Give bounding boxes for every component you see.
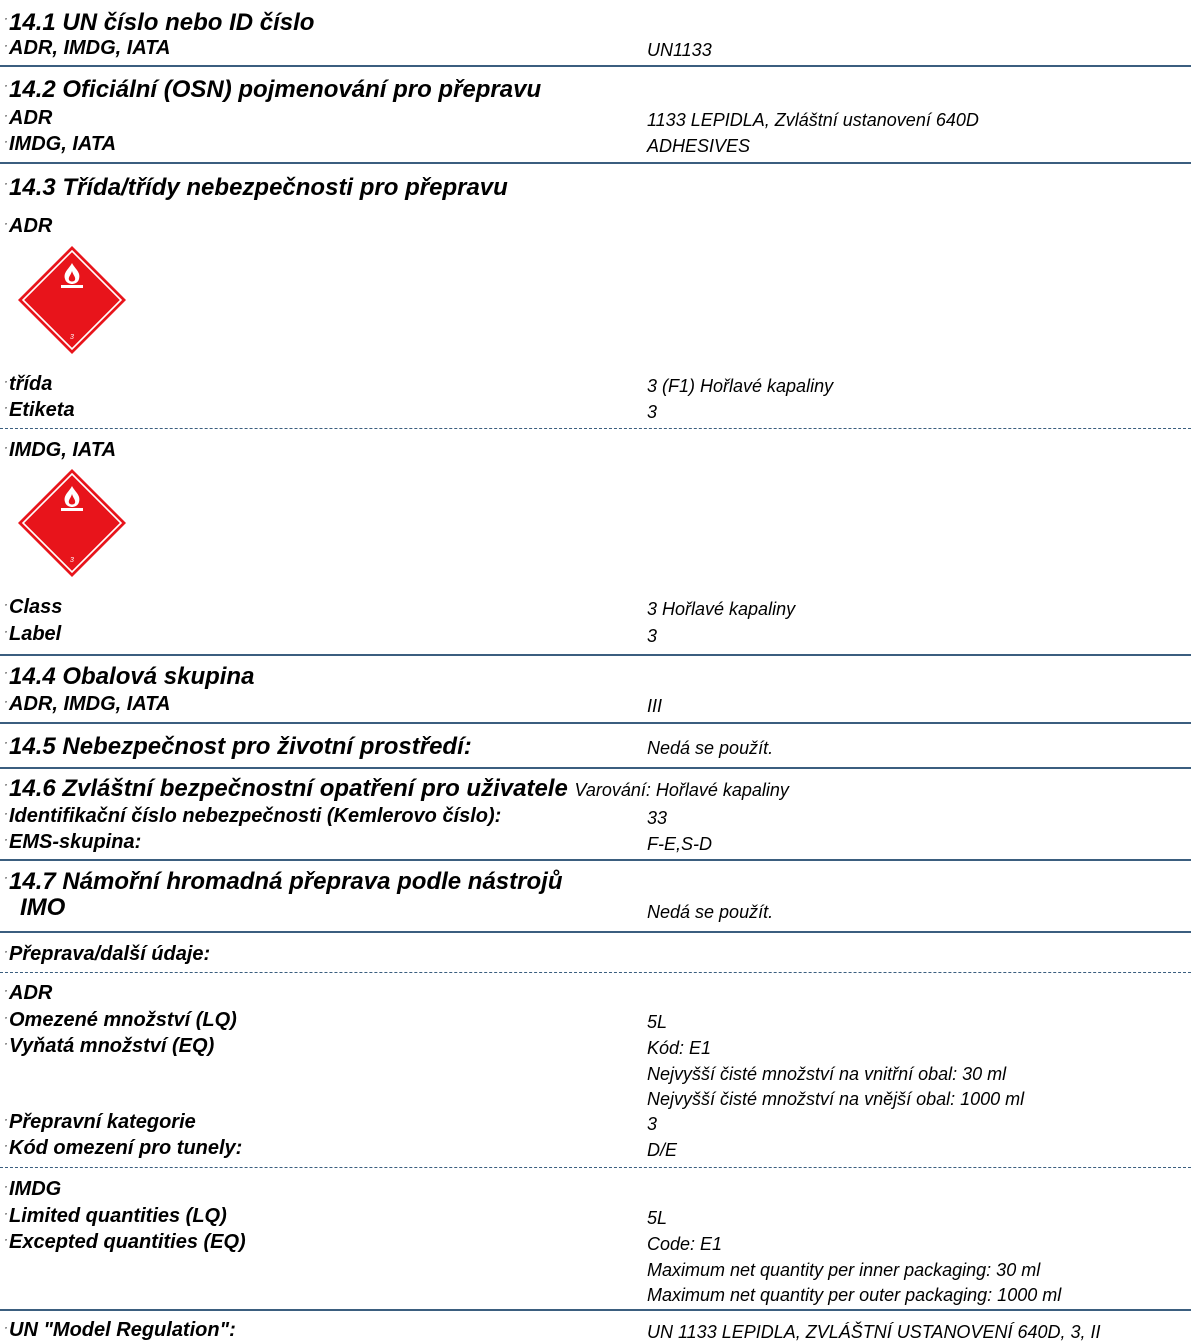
divider [0,859,1191,861]
dashed-divider [0,1167,1191,1168]
adr-etiketa-label: ·Etiketa [4,399,75,421]
placard-number: 3 [70,557,74,564]
adr-lq-value: 5L [647,1012,668,1032]
section-14-5-title: ·14.5 Nebezpečnost pro životní prostředí: [4,733,472,760]
imdg-label-value: 3 [647,626,658,646]
imdg-label-label: ·Label [4,623,62,645]
adr-eq-code: Kód: E1 [647,1038,712,1058]
section-14-7-title-continued: IMO [20,894,66,921]
transport-imdg-heading: ·IMDG [4,1178,62,1200]
divider [0,1309,1191,1311]
un-number-label: ·ADR, IMDG, IATA [4,37,171,59]
adr-eq-inner: Nejvyšší čisté množství na vnitřní obal: 30 ml [647,1064,1007,1084]
section-14-6-title: ·14.6 Zvláštní bezpečnostní opatření pro uživatele Varování: Hořlavé kapaliny [4,775,789,802]
ems-value: F-E,S-D [647,834,712,854]
un-model-regulation-label: ·UN "Model Regulation": [4,1319,236,1341]
hazard-class-imdg-heading: ·IMDG, IATA [4,439,117,461]
un-number-value: UN1133 [647,40,712,60]
section-14-1-title: ·14.1 UN číslo nebo ID číslo [4,9,315,36]
divider [0,931,1191,933]
shipping-name-adr-label: ·ADR [4,107,53,129]
adr-eq-label: ·Vyňatá množství (EQ) [4,1035,215,1057]
transport-info-title: ·Přeprava/další údaje: [4,943,211,965]
divider [0,722,1191,724]
packing-group-value: III [647,696,663,716]
adr-eq-outer: Nejvyšší čisté množství na vnější obal: 1000 ml [647,1089,1025,1109]
shipping-name-imdg-value: ADHESIVES [647,136,751,156]
adr-category-label: ·Přepravní kategorie [4,1111,196,1133]
imdg-eq-label: ·Excepted quantities (EQ) [4,1231,246,1253]
bulk-transport-value: Nedá se použít. [647,902,774,922]
dashed-divider [0,428,1191,429]
adr-etiketa-value: 3 [647,402,658,422]
packing-group-label: ·ADR, IMDG, IATA [4,693,171,715]
flammable-liquid-placard-adr [17,245,127,355]
imdg-class-value: 3 Hořlavé kapaliny [647,599,796,619]
divider [0,65,1191,67]
imdg-eq-inner: Maximum net quantity per inner packaging: 30 ml [647,1260,1041,1280]
section-14-7-title: ·14.7 Námořní hromadná přeprava podle nástrojů [4,868,563,895]
special-precautions-value: Varování: Hořlavé kapaliny [574,780,789,800]
dashed-divider [0,972,1191,973]
kemler-label: ·Identifikační číslo nebezpečnosti (Kemlerovo číslo): [4,805,502,827]
imdg-eq-outer: Maximum net quantity per outer packaging: 1000 ml [647,1285,1062,1305]
un-model-regulation-value: UN 1133 LEPIDLA, ZVLÁŠTNÍ USTANOVENÍ 640D, 3, II [647,1322,1101,1342]
section-14-4-title: ·14.4 Obalová skupina [4,663,255,690]
divider [0,162,1191,164]
adr-class-label: ·třída [4,373,53,395]
adr-lq-label: ·Omezené množství (LQ) [4,1009,237,1031]
placard-number: 3 [70,334,74,341]
imdg-lq-label: ·Limited quantities (LQ) [4,1205,227,1227]
flammable-liquid-placard-imdg [17,468,127,578]
adr-class-value: 3 (F1) Hořlavé kapaliny [647,376,834,396]
adr-tunnel-label: ·Kód omezení pro tunely: [4,1137,243,1159]
hazard-class-adr-heading: ·ADR [4,215,53,237]
divider [0,654,1191,656]
adr-tunnel-value: D/E [647,1140,678,1160]
adr-category-value: 3 [647,1114,658,1134]
environmental-hazard-value: Nedá se použít. [647,738,774,758]
shipping-name-adr-value: 1133 LEPIDLA, Zvláštní ustanovení 640D [647,110,979,130]
ems-label: ·EMS-skupina: [4,831,142,853]
imdg-lq-value: 5L [647,1208,668,1228]
transport-adr-heading: ·ADR [4,982,53,1004]
imdg-eq-code: Code: E1 [647,1234,723,1254]
divider [0,767,1191,769]
imdg-class-label: ·Class [4,596,63,618]
section-14-2-title: ·14.2 Oficiální (OSN) pojmenování pro přepravu [4,76,542,103]
kemler-value: 33 [647,808,668,828]
section-14-3-title: ·14.3 Třída/třídy nebezpečnosti pro přepravu [4,174,508,201]
shipping-name-imdg-label: ·IMDG, IATA [4,133,117,155]
